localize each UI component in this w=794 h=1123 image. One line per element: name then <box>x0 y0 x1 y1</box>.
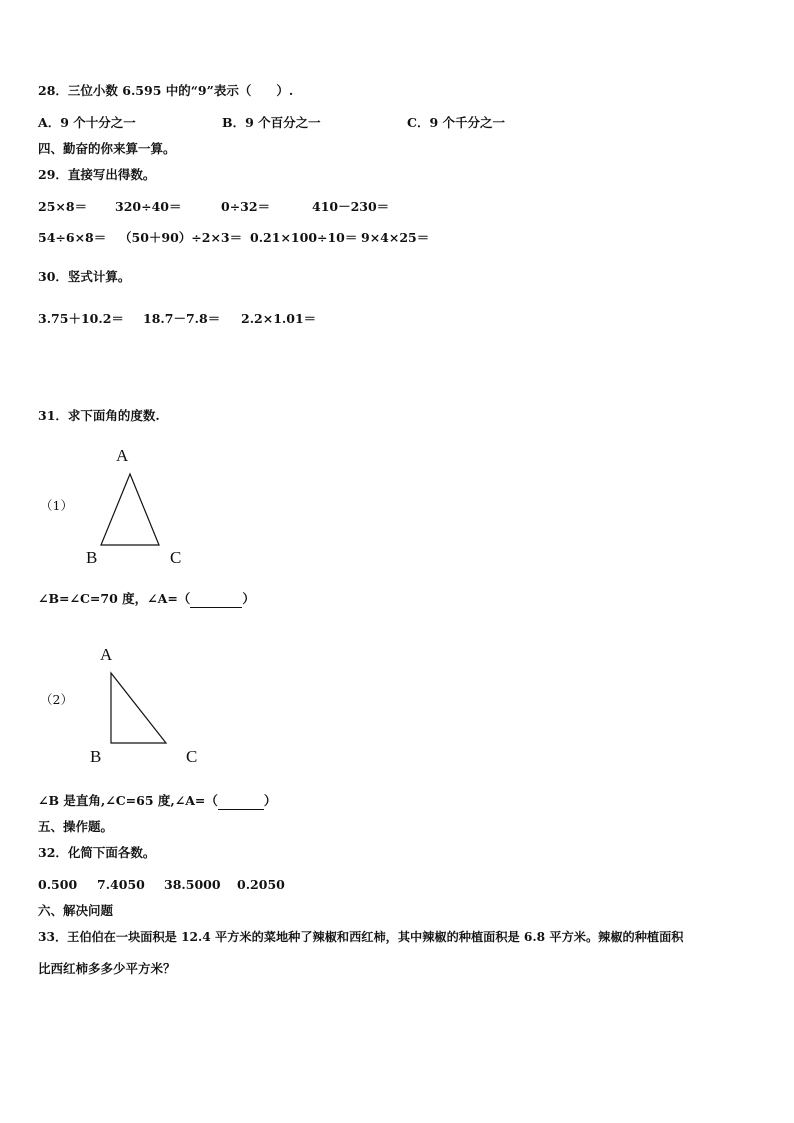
q31-part1-label: （1） <box>40 498 73 513</box>
q29-expr: 320÷40＝ <box>115 199 182 214</box>
q29-expr: 25×8＝ <box>38 199 88 214</box>
q32-number: 0.500 <box>38 877 78 892</box>
q29-expr: 9×4×25＝ <box>361 230 430 245</box>
q32-number: 7.4050 <box>97 877 145 892</box>
section-4-heading: 四、勤奋的你来算一算。 <box>38 141 176 156</box>
vertex-label-b: B <box>90 747 102 766</box>
q29-expr: 410－230＝ <box>312 199 390 214</box>
q28-option-a: A．9 个十分之一 <box>38 115 136 130</box>
q31-part2-answer-prefix: ∠B 是直角,∠C=65 度,∠A=（ <box>38 793 218 808</box>
answer-blank[interactable] <box>190 591 242 608</box>
q31-part2-label: （2） <box>40 692 73 707</box>
q31-part2-answer-suffix: ） <box>263 793 277 808</box>
vertex-label-a: A <box>100 645 113 664</box>
q28-stem: 28．三位小数 6.595 中的“9”表示（ ）. <box>38 83 294 98</box>
q32-number: 0.2050 <box>237 877 285 892</box>
q30-stem: 30．竖式计算。 <box>38 269 131 284</box>
q29-expr: 0.21×100÷10＝ <box>250 230 358 245</box>
q31-part1-answer <box>38 591 255 608</box>
vertex-label-a: A <box>116 446 129 465</box>
q33-text-line2: 比西红柿多多少平方米？ <box>38 961 176 976</box>
q31-part1-answer-prefix: ∠B=∠C=70 度，∠A=（ <box>38 591 191 606</box>
q30-item: 3.75＋10.2＝ <box>38 311 124 326</box>
right-triangle-figure <box>104 668 174 748</box>
q30-item: 18.7－7.8＝ <box>143 311 221 326</box>
vertex-label-c: C <box>186 747 198 766</box>
q30-item: 2.2×1.01＝ <box>241 311 317 326</box>
q31-part2-answer <box>38 793 276 810</box>
isosceles-triangle-figure <box>95 468 165 548</box>
q28-option-b: B．9 个百分之一 <box>222 115 321 130</box>
q32-stem: 32．化简下面各数。 <box>38 845 156 860</box>
q29-expr: （50＋90）÷2×3＝ <box>119 230 243 245</box>
q33-text-line1: 33．王伯伯在一块面积是 12.4 平方米的菜地种了辣椒和西红柿，其中辣椒的种植面积是 6.8 平方米。辣椒的种植面积 <box>38 930 684 944</box>
q32-number: 38.5000 <box>164 877 221 892</box>
section-5-heading: 五、操作题。 <box>38 819 114 834</box>
q29-stem: 29．直接写出得数。 <box>38 167 156 182</box>
q29-expr: 0÷32＝ <box>221 199 271 214</box>
vertex-label-c: C <box>170 548 182 567</box>
answer-blank[interactable] <box>218 793 264 810</box>
q31-part1-answer-suffix: ） <box>242 591 255 606</box>
q31-stem: 31．求下面角的度数. <box>38 408 160 423</box>
section-6-heading: 六、解决问题 <box>38 903 114 918</box>
q28-option-c: C．9 个千分之一 <box>407 115 505 130</box>
vertex-label-b: B <box>86 548 98 567</box>
q29-expr: 54÷6×8＝ <box>38 230 107 245</box>
